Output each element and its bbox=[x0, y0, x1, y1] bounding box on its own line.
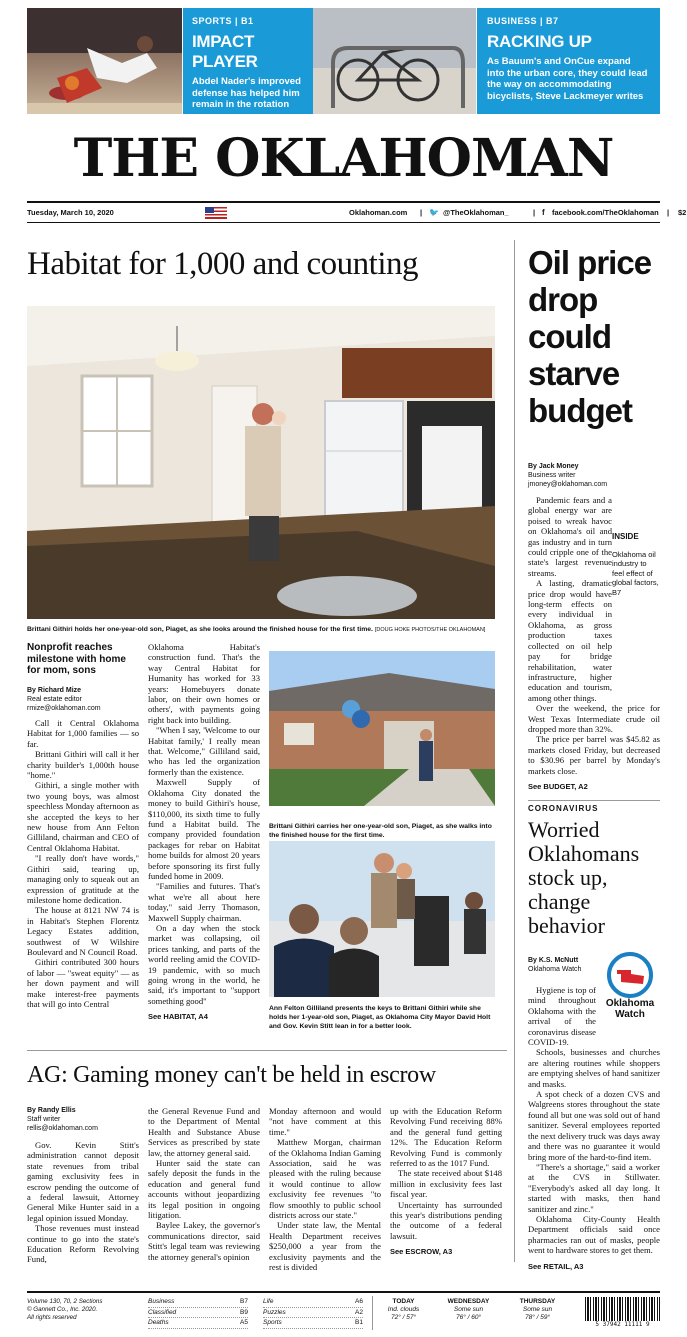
paragraph: Uncertainty has surrounded this year's distributions pending the outcome of a federal lawsuit. bbox=[390, 1199, 502, 1241]
gaming-byline-name: By Randy Ellis bbox=[27, 1107, 76, 1114]
separator: | bbox=[420, 208, 423, 217]
sports-teaser-photo[interactable] bbox=[27, 8, 182, 114]
masthead-title[interactable]: THE OKLAHOMAN bbox=[73, 128, 614, 189]
business-teaser-photo[interactable] bbox=[313, 8, 476, 114]
facebook-link[interactable]: facebook.com/TheOklahoman bbox=[552, 208, 659, 217]
masthead-rule-bottom bbox=[27, 222, 660, 223]
index-row[interactable]: Classified B9 bbox=[148, 1308, 248, 1319]
oil-jump-link[interactable]: See BUDGET, A2 bbox=[528, 781, 588, 791]
lead-byline-name: By Richard Mize bbox=[27, 687, 82, 694]
paragraph: up with the Education Reform Revolving Fund receiving 88% and the general fund getting 12%. The Education Reform Revolving Fund is commonly referred to as the 1017 Fund. bbox=[390, 1106, 502, 1169]
lead-photo-2-caption: Brittani Githiri carries her one-year-old son, Piaget, as she walks into the finished house for the first time. bbox=[269, 823, 492, 839]
basketball-player-illustration bbox=[27, 8, 182, 114]
weather-condition: Some sun bbox=[453, 1306, 484, 1313]
paragraph: A spot check of a dozen CVS and Walgreens stores throughout the state found all but one was sold out of hand sanitizer. Several employees reported the next delivery truck was days away and there was no guarantee it would bring more of the hard-to-find item. bbox=[528, 1089, 660, 1162]
barcode bbox=[585, 1297, 660, 1329]
index-row[interactable]: Puzzles A2 bbox=[263, 1308, 363, 1319]
paragraph: Under state law, the Mental Health Department receives $250,000 a year from the exclusivity payments and the rest is divided bbox=[269, 1220, 381, 1273]
lead-byline-title: Real estate editor bbox=[27, 696, 82, 703]
weather-wednesday bbox=[436, 1298, 501, 1322]
sports-teaser[interactable] bbox=[183, 8, 313, 114]
footer-rule bbox=[27, 1291, 660, 1293]
paragraph: "There's a shortage," said a worker at the CVS in Stillwater. "Everybody's asked all day long. It started with masks, then hand sanitizer and zinc." bbox=[528, 1161, 660, 1214]
paragraph: The state received about $148 million in exclusivity fees last fiscal year. bbox=[390, 1168, 502, 1200]
oil-inside-text: Oklahoma oil industry to feel effect of global factors, B7 bbox=[612, 549, 659, 597]
separator: | bbox=[667, 208, 670, 217]
lead-subhead: Nonprofit reaches milestone with home for mom, sons bbox=[27, 642, 126, 676]
lead-column-1 bbox=[27, 718, 139, 1009]
index-row[interactable]: Business B7 bbox=[148, 1297, 248, 1308]
oil-headline[interactable]: Oil price drop could starve budget bbox=[528, 244, 652, 429]
index-row[interactable]: Deaths A5 bbox=[148, 1318, 248, 1329]
weather-thursday bbox=[505, 1298, 570, 1322]
house-interior-illustration bbox=[27, 306, 495, 619]
separator: | bbox=[533, 208, 536, 217]
weather-day: TODAY bbox=[392, 1298, 415, 1305]
paragraph: Hygiene is top of mind throughout Oklahoma with the arrival of the coronavirus disease COVID-19. bbox=[528, 985, 596, 1048]
corona-byline-name: By K.S. McNutt bbox=[528, 957, 579, 964]
paragraph: Hunter said the state can safely deposit the funds in the education and general fund accounts without jeopardizing its legal position in ongoing litigation. bbox=[148, 1158, 260, 1221]
gaming-byline-title: Staff writer bbox=[27, 1116, 61, 1123]
paragraph: Over the weekend, the price for West Texas Intermediate crude oil dropped more than 32%. bbox=[528, 703, 660, 734]
oil-body bbox=[528, 495, 660, 792]
gaming-top-rule bbox=[27, 1050, 507, 1051]
lead-photo-credit: [DOUG HOKE PHOTOS/THE OKLAHOMAN] bbox=[374, 627, 486, 633]
lead-column-2 bbox=[148, 642, 260, 1023]
gaming-column-2 bbox=[148, 1106, 260, 1262]
facebook-icon: f bbox=[542, 208, 545, 217]
paragraph: Gov. Kevin Stitt's administration cannot deposit state revenues from tribal gaming exclusivity fees in escrow pending the outcome of a federal lawsuit, Attorney General Mike Hunter said in a legal opinion issued Monday. bbox=[27, 1140, 139, 1223]
flag-icon bbox=[205, 207, 227, 219]
paragraph: Call it Central Oklahoma Habitat for 1,000 families — so far. bbox=[27, 718, 139, 749]
lead-photo-3-caption: Ann Felton Gilliland presents the keys to Brittani Githiri while she holds her 1-year-old son, Piaget, as Oklahoma City Mayor David Holt and Gov. Kevin Stitt lean in for a better look. bbox=[269, 1005, 491, 1030]
corona-byline-title: Oklahoma Watch bbox=[528, 966, 582, 973]
footer-weather-divider bbox=[372, 1296, 373, 1330]
paragraph: Oklahoma City-County Health Department officials said once pharmacies ran out of masks, people went to hardware stores to get them. bbox=[528, 1213, 660, 1256]
lead-photo-caption-text: Brittani Githiri holds her one-year-old son, Piaget, as she looks around the finished house for the first time. bbox=[27, 626, 373, 633]
masthead-rule-top bbox=[27, 201, 660, 203]
lead-photo-caption bbox=[27, 625, 497, 635]
paragraph: Monday afternoon and would "not have comment at this time." bbox=[269, 1106, 381, 1137]
dateline-bar bbox=[27, 205, 687, 221]
gaming-column-3 bbox=[269, 1106, 381, 1273]
paragraph: The price per barrel was $45.82 as markets closed Friday, but decreased to $30.96 per barrel by Monday's markets close. bbox=[528, 734, 660, 776]
paragraph: "When I say, 'Welcome to our Habitat family,' I really mean that. Welcome," Gilliland said, who has led the organization formerly than the existence. bbox=[148, 725, 260, 777]
twitter-icon: 🐦 bbox=[429, 208, 439, 217]
corona-kicker: CORONAVIRUS bbox=[528, 804, 599, 813]
footer-volume-line: Volume 130, 70, 2 Sections bbox=[27, 1298, 103, 1305]
twitter-link[interactable]: @TheOklahoman_ bbox=[443, 208, 509, 217]
paragraph: Pandemic fears and a global energy war are poised to wreak havoc on Oklahoma's oil and gas industry and in turn could cripple one of the state's largest revenue streams. bbox=[528, 495, 612, 578]
business-teaser-kicker: BUSINESS | B7 bbox=[487, 16, 559, 26]
sports-teaser-headline: IMPACT PLAYER bbox=[192, 32, 258, 71]
index-row[interactable]: Life A6 bbox=[263, 1297, 363, 1308]
barcode-number: 5 37942 11111 9 bbox=[595, 1321, 650, 1328]
website-link[interactable]: Oklahoman.com bbox=[349, 208, 408, 217]
business-teaser-dek: As Bauum's and OnCue expand into the urban core, they could lead the way on accommodating bicyclists, Steve Lackmeyer writes bbox=[487, 56, 648, 102]
business-teaser[interactable] bbox=[477, 8, 660, 114]
index-row[interactable]: Sports B1 bbox=[263, 1318, 363, 1329]
paragraph: Brittani Githiri will call it her charity builder's 1,000th house "home." bbox=[27, 749, 139, 781]
oklahoma-watch-logo-text: Oklahoma Watch bbox=[605, 998, 655, 1020]
weather-day: THURSDAY bbox=[519, 1298, 556, 1305]
weather-day: WEDNESDAY bbox=[447, 1298, 490, 1305]
corona-headline[interactable]: Worried Oklahomans stock up, change behavior bbox=[528, 817, 640, 938]
footer-rights: All rights reserved bbox=[27, 1314, 77, 1321]
oil-byline-name: By Jack Money bbox=[528, 463, 579, 470]
gaming-headline[interactable]: AG: Gaming money can't be held in escrow bbox=[27, 1062, 436, 1088]
paragraph: On a day when the stock market was collapsing, oil prices tanking, and parts of the world reeling amid the COVID-19 pandemic, with so much going wrong in the world, he said, it's important to "support something good" bbox=[148, 922, 260, 1006]
weather-temps: 78° / 59° bbox=[524, 1314, 551, 1321]
footer-volume bbox=[27, 1298, 142, 1322]
gaming-column-1 bbox=[27, 1140, 139, 1265]
corona-jump-link[interactable]: See RETAIL, A3 bbox=[528, 1261, 584, 1271]
paragraph: Matthew Morgan, chairman of the Oklahoma Indian Gaming Association, said he was pleased with the ruling because it would continue to allow exclusivity fee revenues "to flow smoothly to public school districts across our state." bbox=[269, 1137, 381, 1221]
gaming-column-4 bbox=[390, 1106, 502, 1258]
paragraph: Maxwell Supply of Oklahoma City donated the money to build Githiri's house, $110,000, its sixth time to fully fund a Habitat build. The company provided foundation packages for rebar on Habitat home builds for almost 20 years before sponsoring its first fully funded home in 2009. bbox=[148, 777, 260, 881]
paragraph: Schools, businesses and churches are altering routines while shoppers are emptying shelves of hand sanitizer and masks. bbox=[528, 1047, 660, 1089]
oil-byline bbox=[528, 462, 660, 489]
gaming-byline-email: rellis@oklahoman.com bbox=[27, 1125, 98, 1132]
issue-date: Tuesday, March 10, 2020 bbox=[27, 208, 114, 217]
lead-photo-3[interactable] bbox=[269, 841, 495, 997]
barcode-bars bbox=[585, 1297, 660, 1321]
oil-byline-title: Business writer bbox=[528, 472, 576, 479]
lead-byline bbox=[27, 686, 139, 713]
weather-condition: Some sun bbox=[522, 1306, 553, 1313]
footer-index-1 bbox=[148, 1297, 248, 1329]
lead-byline-email: rmize@oklahoman.com bbox=[27, 705, 101, 712]
gaming-byline bbox=[27, 1106, 139, 1133]
corona-body bbox=[528, 985, 660, 1272]
gaming-jump-link[interactable]: See ESCROW, A3 bbox=[390, 1247, 453, 1257]
sports-teaser-dek: Abdel Nader's improved defense has helped him remain in the rotation bbox=[192, 76, 301, 110]
business-teaser-headline: RACKING UP bbox=[487, 32, 592, 51]
weather-today bbox=[376, 1298, 431, 1322]
oil-divider bbox=[528, 800, 660, 801]
paragraph: "Families and futures. That's what we're all about here today," said Jerry Thomason, Maxwell Supply chairman. bbox=[148, 881, 260, 923]
paragraph: Githiri contributed 300 hours of labor — "sweat equity" — as her down payment and will make interest-free payments that will go into Central bbox=[27, 957, 139, 1009]
paragraph: the General Revenue Fund and to the Department of Mental Health and Substance Abuse Services as prescribed by state law, the attorney general said. bbox=[148, 1106, 260, 1158]
lead-headline[interactable]: Habitat for 1,000 and counting bbox=[27, 246, 418, 282]
price: $2 bbox=[678, 208, 687, 217]
lead-jump-link[interactable]: See HABITAT, A4 bbox=[148, 1012, 208, 1022]
bike-rack-illustration bbox=[313, 8, 476, 114]
column-divider bbox=[514, 240, 515, 1262]
paragraph: The house at 8121 NW 74 is in Habitat's Stephen Florentz Legacy Estates addition, southwest of W Wilshire Boulevard and N Council Road. bbox=[27, 905, 139, 957]
paragraph: A lasting, dramatic price drop would have long-term effects on every individual in Oklahoma, as gross production taxes collected on oil help pay for bridge rehabilitation, water infrastructure, higher education and tourism, among other things. bbox=[528, 578, 612, 703]
paragraph: Oklahoma Habitat's construction fund. That's the way Central Habitat for Humanity has worked for 33 years: Homebuyers donate labor, on their own homes or others', with payments going right back into building. bbox=[148, 642, 260, 725]
weather-condition: Ind. clouds bbox=[387, 1306, 420, 1313]
lead-photo-2[interactable] bbox=[269, 651, 495, 806]
lead-photo[interactable] bbox=[27, 306, 495, 619]
paragraph: Githiri, a single mother with two young boys, was almost speechless Monday afternoon as she accepted the keys to her new house from Ann Felton Gilliland, chairman and CEO of Central Oklahoma Habitat. bbox=[27, 780, 139, 853]
footer-copyright: © Gannett Co., Inc. 2020. bbox=[27, 1306, 98, 1313]
weather-temps: 76° / 60° bbox=[455, 1314, 482, 1321]
oil-inside-label: INSIDE bbox=[612, 532, 639, 541]
house-exterior-illustration bbox=[269, 651, 495, 806]
footer-index-2 bbox=[263, 1297, 363, 1329]
paragraph: Baylee Lakey, the governor's communications director, said Stitt's legal team was reviewing the attorney general's opinion bbox=[148, 1220, 260, 1262]
oil-byline-email: jmoney@oklahoman.com bbox=[528, 481, 608, 488]
sports-teaser-kicker: SPORTS | B1 bbox=[192, 16, 254, 26]
paragraph: "I really don't have words," Githiri said, tearing up, managing only to squeak out an expression of gratitude at the milestone home dedication. bbox=[27, 853, 139, 905]
weather-temps: 72° / 57° bbox=[390, 1314, 417, 1321]
paragraph: Those revenues must instead continue to go into the state's Education Reform Revolving Fund, bbox=[27, 1223, 139, 1265]
key-presentation-illustration bbox=[269, 841, 495, 997]
